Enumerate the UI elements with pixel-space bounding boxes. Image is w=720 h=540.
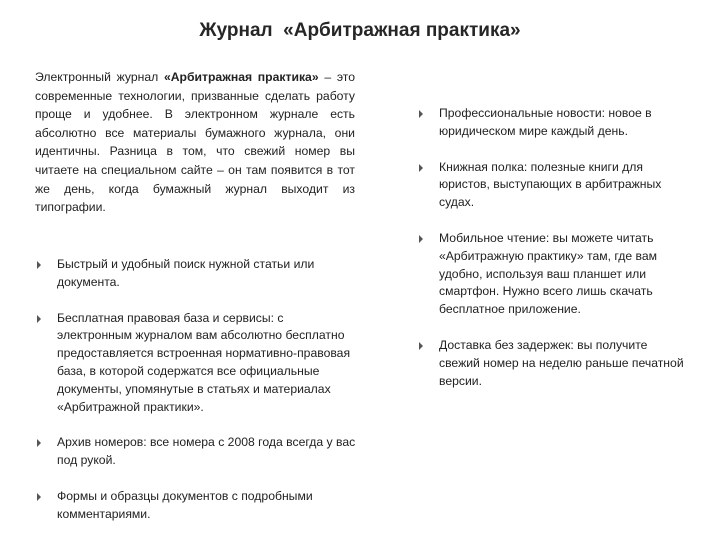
- list-item: [35, 256, 357, 292]
- intro-prefix: Электронный журнал: [35, 70, 164, 84]
- list-item: [35, 310, 357, 417]
- list-item-text: Формы и образцы документов с подробными комментариями.: [57, 488, 313, 521]
- list-item-text: Мобильное чтение: вы можете читать «Арбитражную практику» там, где вам удобно, используя ваш планшет или смартфон. Нужно всего лишь скачать бесплатное приложение.: [439, 230, 658, 317]
- intro-suffix: – это современные технологии, призванные сделать работу проще и удобнее. В электронном журнале есть абсолютно все материалы бумажного журнала, они идентичны. Разница в том, что свежий номер вы читаете на специальном сайте – он там появится в тот же день, когда бумажный журнал выходит из типографии.: [35, 70, 355, 215]
- bullet-arrow-icon: [419, 342, 423, 350]
- bullet-arrow-icon: [37, 493, 41, 501]
- list-item: [417, 105, 687, 141]
- slide-title: Журнал «Арбитражная практика»: [199, 20, 521, 41]
- left-bullet-list: [35, 256, 357, 524]
- bullet-arrow-icon: [419, 110, 423, 118]
- list-item: [35, 488, 357, 524]
- list-item-text: Бесплатная правовая база и сервисы: с электронным журналом вам абсолютно бесплатно предоставляется встроенная нормативно-правовая база, в которой содержатся все официальные документы, упомянутые в статьях и материалах «Арбитражной практики».: [57, 310, 351, 414]
- list-item: [417, 159, 687, 212]
- intro-journal-name: «Арбитражная практика»: [163, 70, 319, 84]
- right-bullet-list: [417, 105, 687, 390]
- bullet-arrow-icon: [37, 261, 41, 269]
- list-item-text: Профессиональные новости: новое в юридическом мире каждый день.: [439, 106, 652, 138]
- list-item-text: Быстрый и удобный поиск нужной статьи или документа.: [57, 257, 315, 289]
- list-item-text: Доставка без задержек: вы получите свежий номер на неделю раньше печатной версии.: [439, 337, 684, 388]
- bullet-arrow-icon: [37, 315, 41, 323]
- bullet-arrow-icon: [419, 235, 423, 243]
- list-item: [417, 230, 687, 319]
- bullet-arrow-icon: [419, 164, 423, 172]
- list-item-text: Архив номеров: все номера с 2008 года всегда у вас под рукой.: [57, 435, 356, 468]
- intro-paragraph: [35, 68, 355, 217]
- list-item: [417, 337, 687, 390]
- bullet-arrow-icon: [37, 439, 41, 447]
- list-item-text: Книжная полка: полезные книги для юристов, выступающих в арбитражных судах.: [439, 159, 662, 210]
- list-item: [35, 434, 357, 470]
